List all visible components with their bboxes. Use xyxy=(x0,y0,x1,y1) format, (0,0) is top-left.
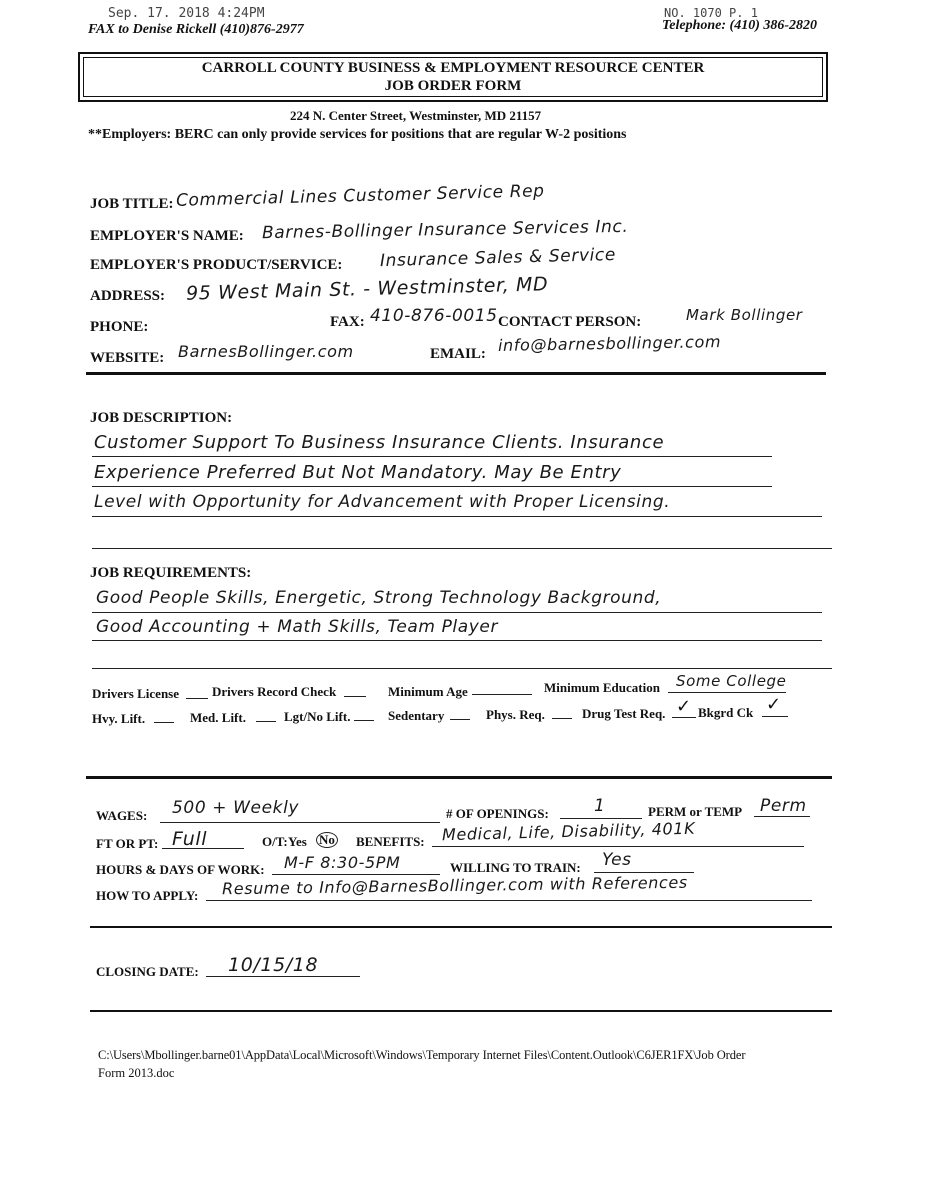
section-rule xyxy=(86,776,832,779)
address-value: 95 West Main St. - Westminster, MD xyxy=(185,273,549,305)
perm-temp-label: PERM or TEMP xyxy=(648,804,743,819)
product-value: Insurance Sales & Service xyxy=(379,244,617,272)
requirements-line: Good People Skills, Energetic, Strong Technology Background, xyxy=(96,588,662,608)
openings-label: # OF OPENINGS: xyxy=(446,806,549,821)
min-education-value: Some College xyxy=(676,672,787,690)
fax-timestamp: Sep. 17. 2018 4:24PM xyxy=(108,6,265,21)
drivers-record-blank[interactable] xyxy=(344,696,366,697)
berc-address: 224 N. Center Street, Westminster, MD 21157 xyxy=(290,108,542,123)
apply-blank[interactable] xyxy=(206,900,812,901)
form-subtitle: JOB ORDER FORM xyxy=(384,78,522,94)
min-age-blank[interactable] xyxy=(472,694,532,695)
section-rule xyxy=(90,926,832,928)
benefits-value: Medical, Life, Disability, 401K xyxy=(441,818,696,845)
requirements-underline xyxy=(92,612,822,613)
job-title-label: JOB TITLE: xyxy=(90,196,174,212)
wages-label: WAGES: xyxy=(96,808,148,823)
apply-label: HOW TO APPLY: xyxy=(96,888,199,903)
train-value: Yes xyxy=(602,850,632,870)
bkgrd-label: Bkgrd Ck xyxy=(698,705,754,720)
fax-number: NO. 1070 P. 1 xyxy=(664,6,758,20)
description-line: Customer Support To Business Insurance Clients. Insurance xyxy=(94,432,665,453)
closing-date-blank[interactable] xyxy=(206,976,360,977)
website-value: BarnesBollinger.com xyxy=(178,342,354,361)
description-underline xyxy=(92,548,832,549)
lgt-lift-blank[interactable] xyxy=(354,720,374,721)
sedentary-blank[interactable] xyxy=(450,719,470,720)
ft-pt-value: Full xyxy=(172,828,208,850)
phys-req-label: Phys. Req. xyxy=(486,707,545,722)
contact-label: CONTACT PERSON: xyxy=(498,314,642,330)
sedentary-label: Sedentary xyxy=(388,708,445,723)
address-label: ADDRESS: xyxy=(90,288,166,304)
file-path: C:\Users\Mbollinger.barne01\AppData\Local\Microsoft\Windows\Temporary Internet Files\Content.Outlook\C6JER1FX\Job Order xyxy=(98,1048,746,1062)
bkgrd-blank xyxy=(762,716,788,717)
employer-name-label: EMPLOYER'S NAME: xyxy=(90,228,244,244)
section-rule xyxy=(86,372,826,375)
phone-label: PHONE: xyxy=(90,319,149,335)
min-age-label: Minimum Age xyxy=(388,684,468,699)
hvy-lift-label: Hvy. Lift. xyxy=(92,711,146,726)
ft-pt-label: FT OR PT: xyxy=(96,836,159,851)
bkgrd-check-icon[interactable]: ✓ xyxy=(766,694,782,715)
drug-test-blank xyxy=(672,717,696,718)
hours-blank[interactable] xyxy=(272,874,440,875)
file-path-continued: Form 2013.doc xyxy=(98,1066,175,1080)
hours-label: HOURS & DAYS OF WORK: xyxy=(96,862,265,877)
employer-notice: **Employers: BERC can only provide services for positions that are regular W-2 positions xyxy=(88,127,627,142)
benefits-label: BENEFITS: xyxy=(356,834,425,849)
job-requirements-label: JOB REQUIREMENTS: xyxy=(90,565,252,581)
perm-temp-value: Perm xyxy=(760,796,807,816)
med-lift-label: Med. Lift. xyxy=(190,710,246,725)
hours-value: M-F 8:30-5PM xyxy=(284,853,401,872)
description-underline xyxy=(92,516,822,517)
closing-date-label: CLOSING DATE: xyxy=(96,964,199,979)
lgt-lift-label: Lgt/No Lift. xyxy=(284,709,351,724)
train-label: WILLING TO TRAIN: xyxy=(450,860,581,875)
med-lift-blank[interactable] xyxy=(256,721,276,722)
email-label: EMAIL: xyxy=(430,346,486,362)
requirements-underline xyxy=(92,668,832,669)
hvy-lift-blank[interactable] xyxy=(154,722,174,723)
openings-value: 1 xyxy=(594,796,606,816)
job-title-value: Commercial Lines Customer Service Rep xyxy=(175,181,545,211)
requirements-underline xyxy=(92,640,822,641)
description-line: Level with Opportunity for Advancement with Proper Licensing. xyxy=(94,492,671,512)
benefits-blank[interactable] xyxy=(432,846,804,847)
closing-date-value: 10/15/18 xyxy=(228,954,319,976)
openings-blank[interactable] xyxy=(560,818,642,819)
perm-temp-blank[interactable] xyxy=(754,816,810,817)
ot-yes-option[interactable]: Yes xyxy=(288,834,307,849)
ot-no-circle: No xyxy=(316,832,338,848)
requirements-line: Good Accounting + Math Skills, Team Player xyxy=(96,617,499,637)
ft-pt-blank[interactable] xyxy=(162,848,244,849)
ot-no-option[interactable] xyxy=(316,832,338,848)
form-title: CARROLL COUNTY BUSINESS & EMPLOYMENT RESOURCE CENTER xyxy=(201,60,705,76)
employer-name-value: Barnes-Bollinger Insurance Services Inc. xyxy=(261,216,629,244)
min-education-label: Minimum Education xyxy=(544,680,660,695)
phys-req-blank[interactable] xyxy=(552,718,572,719)
min-education-blank[interactable] xyxy=(668,692,786,693)
description-underline xyxy=(92,456,772,457)
apply-value: Resume to Info@BarnesBollinger.com with References xyxy=(221,872,688,899)
drivers-record-label: Drivers Record Check xyxy=(212,684,337,699)
telephone: Telephone: (410) 386-2820 xyxy=(662,18,818,33)
product-label: EMPLOYER'S PRODUCT/SERVICE: xyxy=(90,257,343,273)
contact-value: Mark Bollinger xyxy=(686,306,803,324)
drivers-license-label: Drivers License xyxy=(92,686,180,701)
fax-value: 410-876-0015 xyxy=(370,306,498,326)
description-line: Experience Preferred But Not Mandatory. May Be Entry xyxy=(94,462,622,483)
email-value: info@barnesbollinger.com xyxy=(497,332,722,355)
website-label: WEBSITE: xyxy=(90,350,165,366)
job-description-label: JOB DESCRIPTION: xyxy=(90,410,233,426)
drug-test-label: Drug Test Req. xyxy=(582,706,666,721)
ot-label: O/T: xyxy=(262,834,288,849)
drivers-license-blank[interactable] xyxy=(186,698,208,699)
drug-test-check-icon[interactable]: ✓ xyxy=(676,696,692,717)
fax-label: FAX: xyxy=(330,314,365,330)
description-underline xyxy=(92,486,772,487)
wages-value: 500 + Weekly xyxy=(172,798,300,818)
wages-blank[interactable] xyxy=(160,822,440,823)
fax-to: FAX to Denise Rickell (410)876-2977 xyxy=(88,22,304,37)
section-rule xyxy=(90,1010,832,1012)
